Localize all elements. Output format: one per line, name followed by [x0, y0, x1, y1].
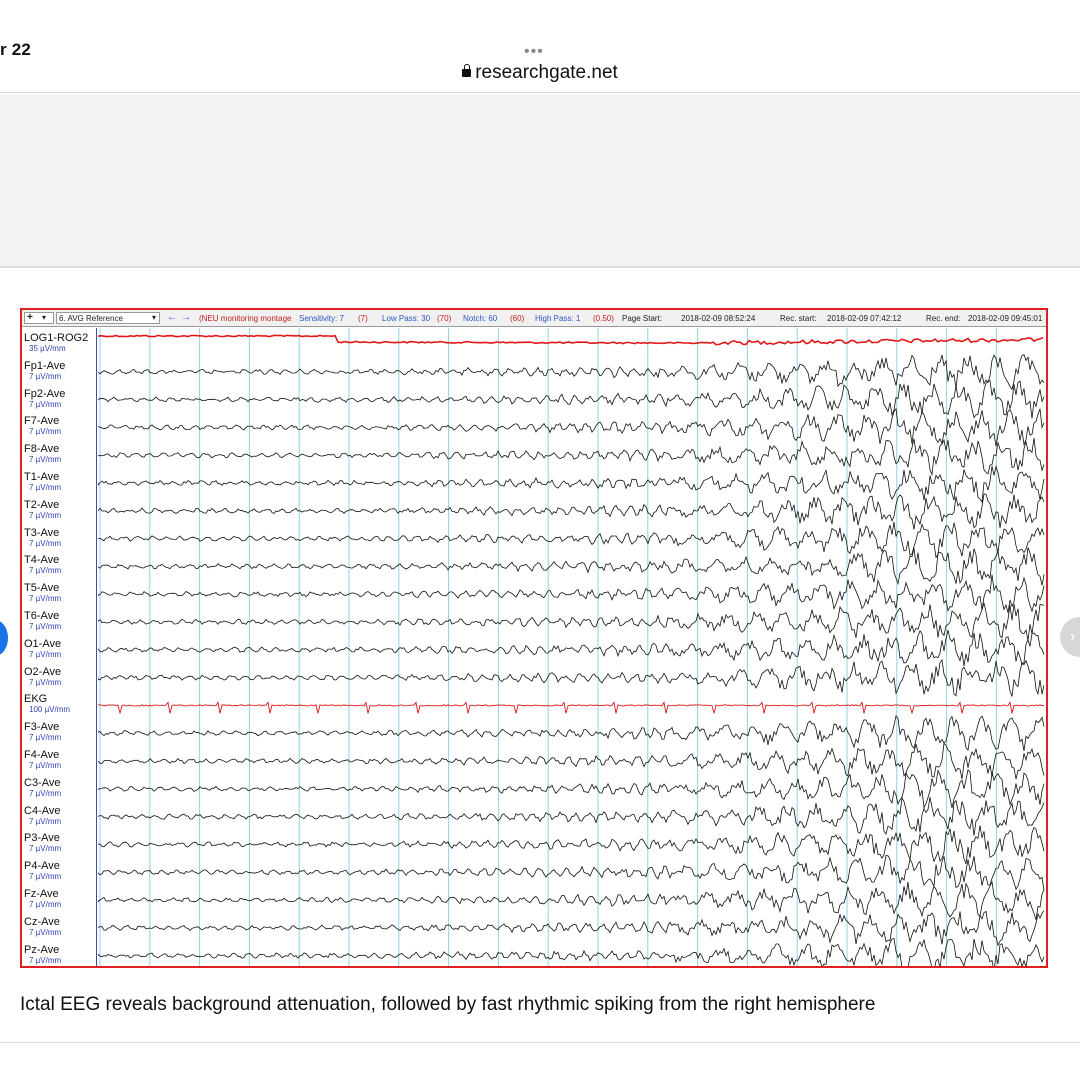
plus-icon[interactable]: + [27, 312, 33, 323]
channel-label [24, 471, 61, 492]
low-pass-alt: (70) [437, 314, 452, 323]
channel-sensitivity: 7 µV/mm [29, 844, 62, 854]
channel-label [24, 666, 61, 687]
arrow-right-icon[interactable]: → [181, 312, 191, 323]
chevron-right-icon: › [1070, 628, 1076, 645]
channel-label [24, 554, 61, 575]
channel-name: T1-Ave [24, 471, 60, 483]
channel-name: C3-Ave [24, 776, 61, 789]
channel-label [24, 832, 61, 853]
rec-start-value: 2018-02-09 07:42:12 [827, 314, 902, 323]
channel-label [24, 805, 61, 826]
montage-note: (NEU monitoring montage [199, 314, 292, 323]
channel-trace [98, 660, 1044, 697]
address-bar[interactable] [0, 62, 1080, 84]
channel-name: Fp2-Ave [24, 387, 66, 400]
channel-name: C4-Ave [24, 804, 61, 817]
channel-sensitivity: 7 µV/mm [29, 733, 62, 743]
channel-name: Fz-Ave [24, 888, 59, 900]
sensitivity-alt: (7) [358, 314, 368, 323]
channel-trace [98, 335, 1043, 344]
channel-sensitivity: 7 µV/mm [29, 622, 62, 631]
channel-sensitivity: 7 µV/mm [29, 761, 62, 770]
channel-name: F4-Ave [24, 749, 60, 761]
channel-trace [98, 522, 1044, 557]
channel-trace [98, 409, 1044, 446]
channel-name: T6-Ave [24, 610, 60, 622]
page-start-value: 2018-02-09 08:52:24 [681, 314, 756, 323]
channel-name: O1-Ave [24, 637, 62, 650]
sensitivity-value[interactable]: Sensitivity: 7 [299, 314, 344, 323]
channel-label [24, 527, 61, 548]
channel-name: Fp1-Ave [24, 359, 66, 372]
channel-trace [98, 797, 1044, 836]
rec-end-label: Rec. end: [926, 314, 961, 323]
eeg-figure [20, 308, 1048, 968]
channel-label [24, 415, 61, 436]
next-figure-button[interactable] [1060, 617, 1080, 657]
notch-value[interactable]: Notch: 60 [463, 314, 498, 323]
channel-trace [98, 702, 1044, 713]
channel-sensitivity: 7 µV/mm [29, 649, 62, 659]
previous-figure-button[interactable] [0, 620, 8, 656]
channel-label [24, 860, 61, 881]
channel-label [24, 944, 61, 965]
channel-label [24, 638, 61, 659]
channel-trace [98, 743, 1044, 779]
more-dots-icon[interactable]: ••• [524, 43, 544, 60]
status-time: r 22 [0, 40, 32, 59]
channel-sensitivity: 7 µV/mm [29, 677, 62, 687]
channel-sensitivity: 7 µV/mm [29, 955, 62, 965]
channel-label [24, 388, 65, 409]
channel-name: Pz-Ave [24, 943, 60, 956]
channel-name: T5-Ave [24, 582, 60, 595]
channel-trace [98, 494, 1044, 530]
low-pass-value[interactable]: Low Pass: 30 [382, 314, 431, 323]
channel-name: F8-Ave [24, 443, 60, 456]
channel-trace [98, 355, 1044, 390]
channel-sensitivity: 7 µV/mm [29, 483, 62, 492]
channel-label [24, 360, 65, 381]
arrow-left-icon[interactable]: ← [167, 312, 177, 323]
channel-trace [98, 882, 1044, 920]
lock-icon [462, 69, 471, 77]
channel-name: T4-Ave [24, 554, 60, 567]
channel-sensitivity: 35 µV/mm [29, 344, 66, 353]
channel-label [24, 332, 88, 353]
channel-trace [98, 770, 1044, 808]
montage-chevron-icon[interactable]: ▾ [152, 313, 157, 322]
channel-name: Cz-Ave [24, 915, 60, 928]
channel-sensitivity: 7 µV/mm [29, 510, 62, 520]
channel-trace [98, 939, 1044, 969]
channel-sensitivity: 7 µV/mm [29, 594, 62, 604]
channel-name: T2-Ave [24, 498, 60, 511]
eeg-traces [98, 328, 1046, 968]
channel-sensitivity: 7 µV/mm [29, 788, 62, 798]
channel-name: P4-Ave [24, 860, 60, 873]
channel-sensitivity: 7 µV/mm [29, 927, 62, 937]
channel-labels [22, 328, 97, 968]
channel-trace [98, 438, 1044, 475]
channel-trace [98, 548, 1044, 586]
channel-trace [98, 716, 1044, 751]
channel-name: P3-Ave [24, 832, 60, 845]
channel-label [24, 721, 61, 742]
divider [0, 1042, 1080, 1043]
montage-name: 6. AVG Reference [59, 314, 123, 323]
channel-label [24, 693, 70, 714]
channel-trace [98, 381, 1044, 419]
channel-sensitivity: 100 µV/mm [29, 705, 71, 715]
notch-alt: (60) [510, 314, 525, 323]
channel-sensitivity: 7 µV/mm [29, 900, 62, 909]
channel-label [24, 777, 61, 798]
channel-name: F7-Ave [24, 415, 60, 428]
channel-trace [98, 911, 1044, 945]
channel-label [24, 443, 61, 464]
channel-sensitivity: 7 µV/mm [29, 427, 62, 437]
rec-end-value: 2018-02-09 09:45:01 [968, 314, 1043, 323]
channel-sensitivity: 7 µV/mm [29, 566, 62, 576]
rec-start-label: Rec. start: [780, 314, 817, 323]
channel-trace [98, 575, 1044, 613]
channel-label [24, 916, 61, 937]
ad-placeholder [0, 94, 1080, 268]
channel-label [24, 610, 61, 631]
channel-label [24, 499, 61, 520]
channel-trace [98, 630, 1044, 666]
channel-name: EKG [24, 693, 48, 706]
chevron-down-icon[interactable]: ▾ [42, 313, 47, 322]
channel-trace [98, 603, 1044, 641]
browser-status-bar [0, 0, 1080, 93]
page-start-label: Page Start: [622, 314, 663, 323]
channel-trace [98, 856, 1044, 891]
channel-name: F3-Ave [24, 721, 60, 734]
figure-caption: Ictal EEG reveals background attenuation, followed by fast rhythmic spiking from the right hemisphere [20, 994, 876, 1015]
high-pass-alt: (0.50) [593, 314, 614, 323]
channel-name: O2-Ave [24, 665, 62, 678]
channel-trace [98, 826, 1044, 864]
channel-label [24, 749, 61, 770]
channel-name: T3-Ave [24, 526, 60, 539]
url-text: researchgate.net [475, 62, 618, 83]
channel-label [24, 582, 61, 603]
channel-sensitivity: 7 µV/mm [29, 538, 62, 548]
channel-name: LOG1-ROG2 [24, 332, 89, 344]
channel-sensitivity: 7 µV/mm [29, 399, 62, 409]
channel-sensitivity: 7 µV/mm [29, 371, 62, 381]
channel-sensitivity: 7 µV/mm [29, 455, 62, 465]
channel-label [24, 888, 61, 909]
eeg-toolbar [22, 310, 1046, 327]
channel-sensitivity: 7 µV/mm [29, 872, 62, 882]
high-pass-value[interactable]: High Pass: 1 [535, 314, 581, 323]
channel-sensitivity: 7 µV/mm [29, 816, 62, 826]
